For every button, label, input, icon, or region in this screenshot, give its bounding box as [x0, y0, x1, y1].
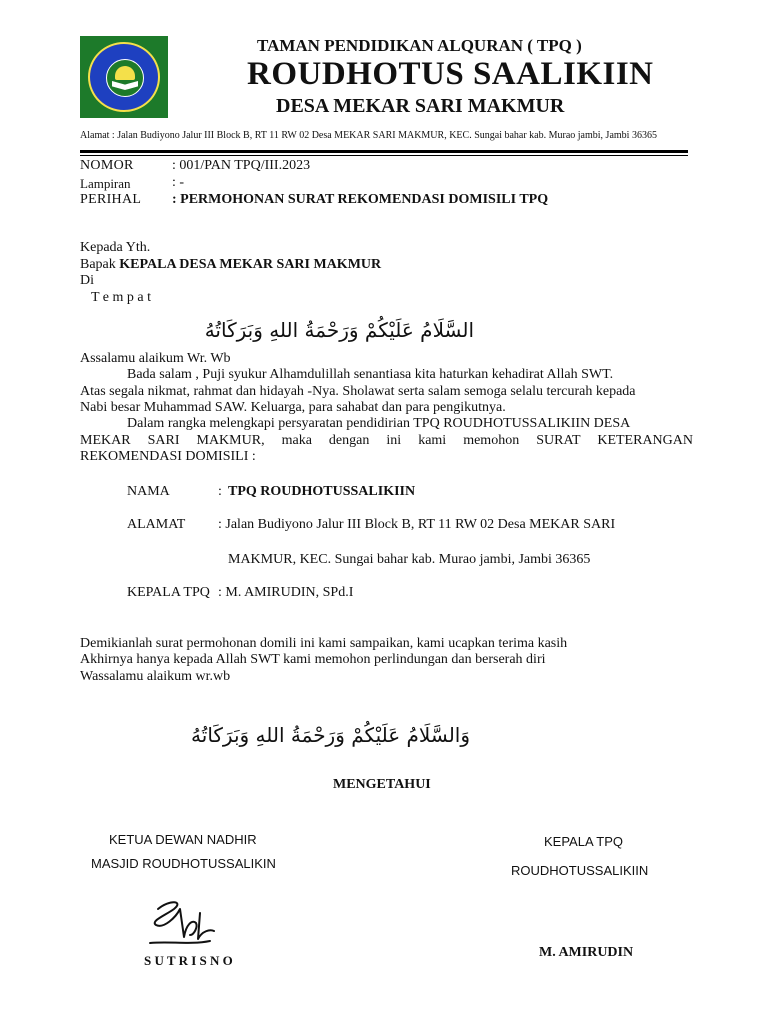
- alamat-value-line1: : Jalan Budiyono Jalur III Block B, RT 11 RW 02 Desa MEKAR SARI: [218, 517, 616, 532]
- mosque-dome-icon: [115, 66, 135, 80]
- body-p2-line1: Dalam rangka melengkapi persyaratan pendidirian TPQ ROUDHOTUSSALIKIIN DESA: [127, 416, 631, 431]
- body-p1-line1: Bada salam , Puji syukur Alhamdulillah senantiasa kita haturkan kehadirat Allah SWT.: [127, 367, 614, 382]
- signature-sutrisno: [140, 895, 232, 953]
- nomor-label: NOMOR: [80, 158, 134, 173]
- body-p2-line3: REKOMENDASI DOMISILI :: [80, 449, 256, 464]
- kepala-value: : M. AMIRUDIN, SPd.I: [218, 585, 354, 600]
- body-p2-line2: MEKAR SARI MAKMUR, maka dengan ini kami memohon SURAT KETERANGAN: [80, 433, 693, 448]
- nama-colon: :: [218, 484, 222, 499]
- open-book-icon: [112, 81, 138, 90]
- header-divider-thin: [80, 155, 688, 156]
- header-institution-name: ROUDHOTUS SAALIKIIN: [247, 56, 654, 92]
- left-signatory-name: S U T R I S N O: [144, 953, 233, 968]
- recipient-prefix: Bapak: [80, 257, 116, 272]
- logo-core: [106, 59, 144, 97]
- alamat-value-line2: MAKMUR, KEC. Sungai bahar kab. Murao jambi, Jambi 36365: [228, 552, 591, 567]
- recipient-name: KEPALA DESA MEKAR SARI MAKMUR: [119, 257, 382, 272]
- tpq-logo: [80, 36, 168, 118]
- left-signatory-title1: KETUA DEWAN NADHIR: [109, 832, 257, 847]
- right-signatory-title1: KEPALA TPQ: [544, 834, 624, 849]
- perihal-value: : PERMOHONAN SURAT REKOMENDASI DOMISILI TPQ: [172, 192, 549, 207]
- closing-line2: Akhirnya hanya kepada Allah SWT kami memohon perlindungan dan berserah diri: [80, 652, 546, 667]
- nama-value: TPQ ROUDHOTUSSALIKIIN: [228, 484, 416, 499]
- header-address: Alamat : Jalan Budiyono Jalur III Block B, RT 11 RW 02 Desa MEKAR SARI MAKMUR, KEC. Sungai bahar kab. Murao jambi, Jambi 36365: [80, 130, 657, 141]
- arabic-salam-opening: السَّلَامُ عَلَيْكُمْ وَرَحْمَةُ اللهِ وَبَرَكَاتُهُ: [204, 318, 474, 342]
- closing-line3: Wassalamu alaikum wr.wb: [80, 669, 231, 684]
- lampiran-value: : -: [172, 175, 185, 190]
- recipient-greeting: Kepada Yth.: [80, 240, 151, 255]
- perihal-label: PERIHAL: [80, 192, 142, 207]
- closing-line1: Demikianlah surat permohonan domili ini kami sampaikan, kami ucapkan terima kasih: [80, 636, 568, 651]
- mengetahui-label: MENGETAHUI: [333, 777, 431, 792]
- header-institution-type: TAMAN PENDIDIKAN ALQURAN ( TPQ ): [257, 36, 582, 55]
- header-divider-thick: [80, 150, 688, 153]
- kepala-label: KEPALA TPQ: [127, 585, 210, 600]
- left-signatory-title2: MASJID ROUDHOTUSSALIKIN: [91, 856, 276, 871]
- body-p1-line3: Nabi besar Muhammad SAW. Keluarga, para sahabat dan para pengikutnya.: [80, 400, 506, 415]
- right-signatory-title2: ROUDHOTUSSALIKIIN: [511, 863, 649, 878]
- body-greeting: Assalamu alaikum Wr. Wb: [80, 351, 231, 366]
- recipient-place: T e m p a t: [91, 290, 152, 305]
- alamat-label: ALAMAT: [127, 517, 186, 532]
- nama-label: NAMA: [127, 484, 170, 499]
- logo-emblem: [88, 42, 160, 112]
- lampiran-label: Lampiran: [80, 176, 131, 191]
- right-signatory-name: M. AMIRUDIN: [539, 945, 634, 960]
- recipient-line: [80, 257, 381, 273]
- body-p1-line2: Atas segala nikmat, rahmat dan hidayah -Nya. Sholawat serta salam semoga selalu tercurah kepada: [80, 384, 636, 399]
- nomor-value: : 001/PAN TPQ/III.2023: [172, 158, 311, 173]
- recipient-di: Di: [80, 273, 94, 288]
- header-village: DESA MEKAR SARI MAKMUR: [276, 95, 565, 117]
- arabic-salam-closing: وَالسَّلَامُ عَلَيْكُمْ وَرَحْمَةُ اللهِ وَبَرَكَاتُهُ: [191, 723, 470, 747]
